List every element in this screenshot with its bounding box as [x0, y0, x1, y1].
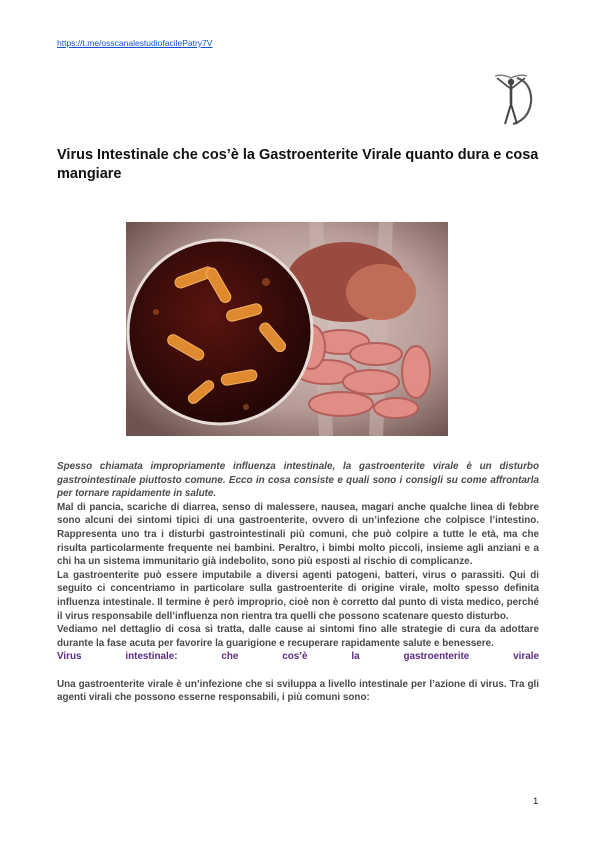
heading-word: virale [513, 651, 539, 663]
heading-word: Virus [57, 651, 82, 663]
paragraph: Vediamo nel dettaglio di cosa si tratta, dalle cause ai sintomi fino alle strategie di cura da adottare durante la fase acuta per favorire la guarigione e recuperare rapidamente salute e benessere. [57, 624, 539, 649]
heading-word: la [351, 651, 360, 663]
vitruvian-figure-logo [487, 70, 537, 126]
bacteria-intestine-illustration [126, 222, 448, 436]
paragraph: La gastroenterite può essere imputabile a diversi agenti patogeni, batteri, virus o parassiti. Qui di seguito ci concentriamo in particolare sulla gastroenterite di origine virale, molto spesso definita influenza intestinale. Il termine è però improprio, cioè non è corretto dal punto di vista medico, perché il virus responsabile dell’influenza non rientra tra quelli che possono scatenare questo disturbo. [57, 569, 539, 622]
article-body [57, 460, 539, 705]
heading-word: intestinale: [125, 651, 178, 663]
page-number: 1 [533, 796, 539, 807]
paragraph: Mal di pancia, scariche di diarrea, senso di malessere, nausea, magari anche qualche linea di febbre sono alcuni dei sintomi tipici di una gastroenterite, ovvero di un’infezione che colpisce l’intestino. Rappresenta uno tra i disturbi gastrointestinali più comuni, che può colpire a tutte le età, ma che risulta particolarmente frequente nei bambini. Peraltro, i bimbi molto piccoli, insieme agli anziani e a chi ha un sistema immunitario già indebolito, sono più esposti al rischio di complicanze. [57, 501, 539, 568]
spacer [57, 664, 539, 678]
heading-word: cos’è [282, 651, 308, 663]
closing-paragraph: Una gastroenterite virale è un’infezione che si sviluppa a livello intestinale per l’azione di virus. Tra gli agenti virali che possono esserne responsabili, i più comuni sono: [57, 678, 539, 704]
article-title: Virus Intestinale che cos’è la Gastroenterite Virale quanto dura e cosa mangiare [57, 147, 539, 182]
heading-word: che [221, 651, 239, 663]
section-heading [57, 650, 539, 664]
intro-paragraph: Spesso chiamata impropriamente influenza intestinale, la gastroenterite virale è un disturbo gastrointestinale piuttosto comune. Ecco in cosa consiste e quali sono i consigli su come affrontarla per tornare rapidamente in salute. [57, 461, 539, 500]
telegram-link[interactable]: https://t.me/osscanalestudiofacilePatry7V [57, 38, 213, 48]
heading-word: gastroenterite [403, 651, 470, 663]
